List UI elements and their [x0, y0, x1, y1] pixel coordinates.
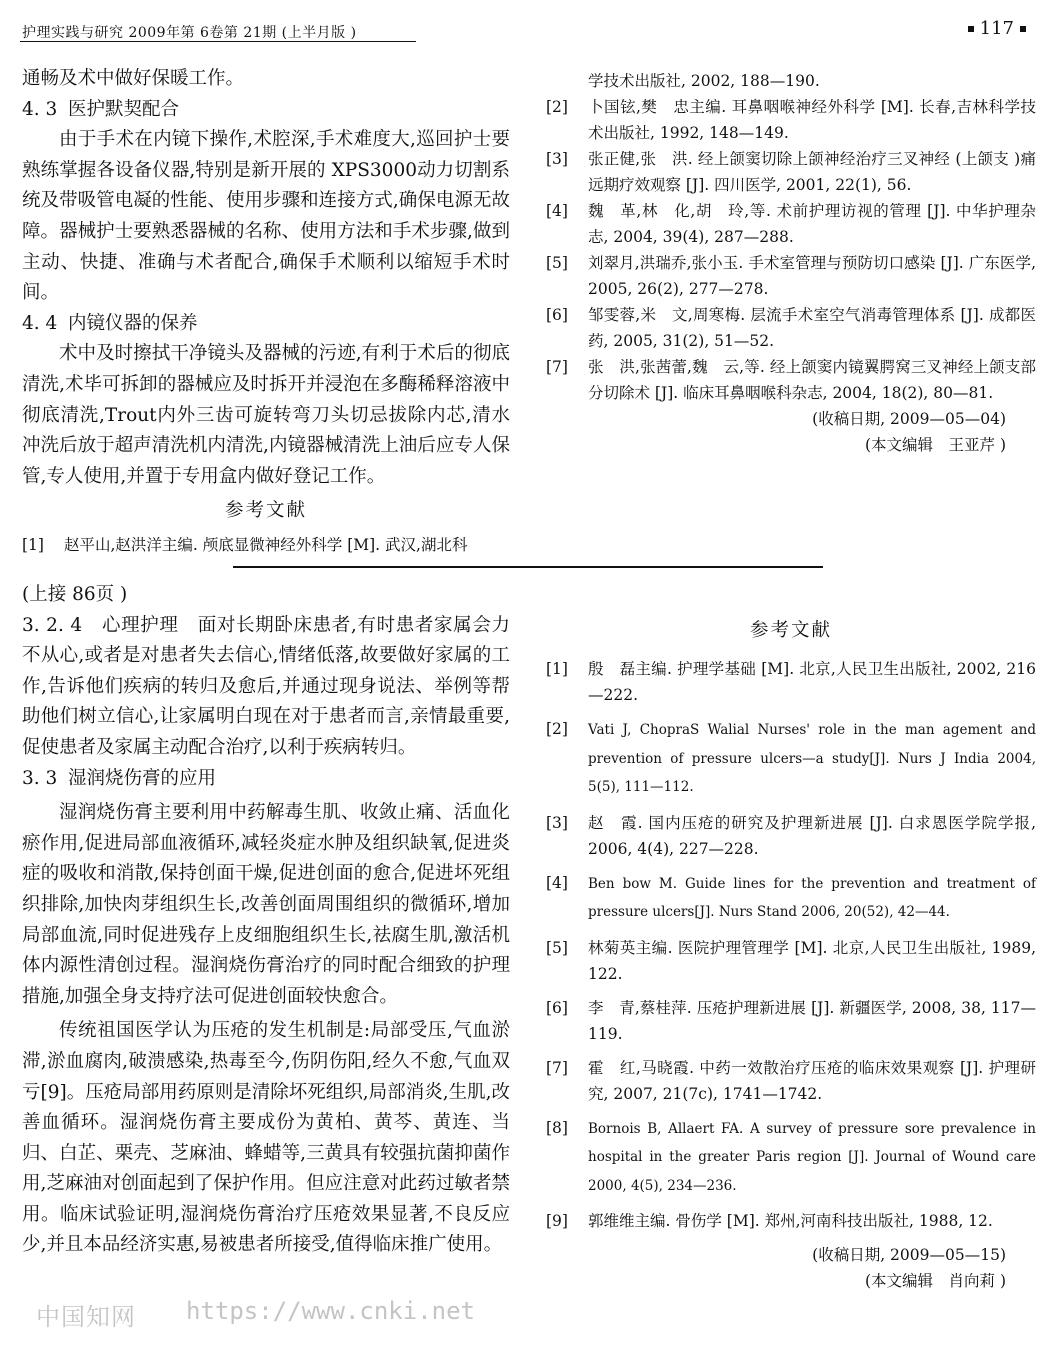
- references-heading: 参考文献: [224, 500, 307, 522]
- editor-note: (本文编辑 王亚芹 ): [864, 436, 1006, 454]
- reference-item: [546, 935, 1036, 987]
- received-date: (收稿日期, 2009—05—15): [812, 1246, 1006, 1264]
- reference-number: [2]: [546, 720, 568, 738]
- continuation-text: 通畅及术中做好保暖工作。: [22, 68, 245, 89]
- reference-item: [546, 870, 1036, 927]
- section-heading-4-4: 4. 4 内镜仪器的保养: [22, 312, 198, 334]
- received-date: (收稿日期, 2009—05—04): [812, 410, 1006, 428]
- reference-item: [546, 995, 1036, 1047]
- paragraph-4-4: 术中及时擦拭干净镜头及器械的污迹,有利于术后的彻底清洗,术毕可拆卸的器械应及时拆开并浸泡在多酶稀释溶液中彻底清洗,Trout内外三齿可旋转弯刀头切忌拔除内芯,清水冲洗后放于超声清洗机内清洗,内镜器械清洗上油后应专人保管,专人使用,并置于专用盒内做好登记工作。: [22, 343, 510, 487]
- reference-text: 殷 磊主编. 护理学基础 [M]. 北京,人民卫生出版社, 2002, 216—222.: [588, 660, 1036, 704]
- reference-item: [546, 1055, 1036, 1107]
- watermark-url: https://www.cnki.net: [186, 1297, 475, 1325]
- bottom-left-column: [22, 580, 510, 1261]
- reference-text: 魏 革,林 化,胡 玲,等. 术前护理访视的管理 [J]. 中华护理杂志, 2004, 39(4), 287—288.: [588, 202, 1036, 246]
- section-heading-4-3: 4. 3 医护默契配合: [22, 98, 180, 120]
- reference-text: 赵 霞. 国内压疮的研究及护理新进展 [J]. 白求恩医学院学报, 2006, 4(4), 227—228.: [588, 813, 1036, 858]
- journal-header: 护理实践与研究 2009年第 6卷第 21期 (上半月版 ): [22, 25, 357, 41]
- bullet-icon: [1020, 26, 1026, 32]
- references-heading: 参考文献: [749, 620, 832, 641]
- reference-item: [546, 302, 1036, 354]
- reference-text: 邹雯蓉,米 文,周寒梅. 层流手术室空气消毒管理体系 [J]. 成都医药, 2005, 31(2), 51—52.: [588, 306, 1036, 350]
- reference-number: [5]: [546, 254, 568, 272]
- reference-item: [546, 716, 1036, 802]
- reference-number: [4]: [546, 873, 568, 892]
- top-references-list: [546, 94, 1036, 406]
- reference-number: [3]: [546, 150, 568, 168]
- editor-note: (本文编辑 肖向莉 ): [864, 1272, 1006, 1290]
- continued-from-note: (上接 86页 ): [22, 584, 128, 605]
- reference-item: [546, 250, 1036, 302]
- bottom-right-column: [546, 616, 1036, 1294]
- reference-number: [4]: [546, 202, 568, 220]
- paragraph-3-3-a: 湿润烧伤膏主要利用中药解毒生肌、收敛止痛、活血化瘀作用,促进局部血液循环,减轻炎症水肿及组织缺氧,促进炎症的吸收和消散,保持创面干燥,促进创面的愈合,促进坏死组织排除,加快肉芽组织生长,改善创面周围组织的微循环,增加局部血流,同时促进残存上皮细胞组织生长,祛腐生肌,激活机体内源性清创过程。湿润烧伤膏治疗的同时配合细致的护理措施,加强全身支持疗法可促进创面较快愈合。: [22, 802, 510, 1007]
- page-number-value: 117: [979, 18, 1014, 39]
- reference-text: 卜国铉,樊 忠主编. 耳鼻咽喉神经外科学 [M]. 长春,吉林科学技术出版社, 1992, 148—149.: [588, 98, 1036, 142]
- reference-text: 刘翠月,洪瑞乔,张小玉. 手术室管理与预防切口感染 [J]. 广东医学, 2005, 26(2), 277—278.: [588, 254, 1036, 298]
- reference-number: [2]: [546, 98, 568, 116]
- reference-item: [546, 1115, 1036, 1201]
- reference-item: [546, 354, 1036, 406]
- reference-number: [6]: [546, 306, 568, 324]
- paragraph-3-3-b: 传统祖国医学认为压疮的发生机制是:局部受压,气血淤滞,淤血腐肉,破溃感染,热毒至今,伤阴伤阳,经久不愈,气血双亏[9]。压疮局部用药原则是清除坏死组织,局部消炎,生肌,改善血循环。湿润烧伤膏主要成份为黄柏、黄芩、黄连、当归、白芷、栗壳、芝麻油、蜂蜡等,三黄具有较强抗菌抑菌作用,芝麻油对创面起到了保护作用。但应注意对此药过敏者禁用。临床试验证明,湿润烧伤膏治疗压疮效果显著,不良反应少,并且本品经济实惠,易被患者所接受,值得临床推广使用。: [22, 1020, 510, 1256]
- section-3-2-4: 3. 2. 4 心理护理 面对长期卧床患者,有时患者家属会力不从心,或者是对患者失去信心,情绪低落,故要做好家属的工作,告诉他们疾病的转归及愈后,并通过现身说法、举例等帮助他们树立信心,让家属明白现在对于患者而言,亲情最重要,促使患者及家属主动配合治疗,以利于疾病转归。: [22, 614, 510, 758]
- reference-continuation: 学技术出版社, 2002, 188—190.: [588, 72, 820, 90]
- top-left-column: [22, 64, 510, 558]
- reference-number: [6]: [546, 998, 568, 1017]
- section-separator: [233, 566, 823, 568]
- top-right-column: [546, 68, 1036, 458]
- reference-text: Vati J, ChopraS Walial Nurses' role in the man agement and prevention of pressure ulcers—a study[J]. Nurs J India 2004, 5(5), 111—112.: [588, 722, 1036, 795]
- reference-item: [546, 810, 1036, 862]
- reference-text: 张正健,张 洪. 经上颌窦切除上颌神经治疗三叉神经 (上颌支 )痛远期疗效观察 [J]. 四川医学, 2001, 22(1), 56.: [588, 150, 1036, 194]
- page-number: [962, 18, 1032, 39]
- reference-number: [7]: [546, 1058, 568, 1077]
- reference-item: [546, 94, 1036, 146]
- reference-item: [546, 198, 1036, 250]
- bottom-references-list: [546, 656, 1036, 1234]
- bullet-icon: [968, 26, 974, 32]
- watermark-site-name: 中国知网: [36, 1303, 136, 1331]
- reference-item: [1] 赵平山,赵洪洋主编. 颅底显微神经外科学 [M]. 武汉,湖北科: [22, 536, 468, 555]
- reference-text: 林菊英主编. 医院护理管理学 [M]. 北京,人民卫生出版社, 1989, 122.: [588, 938, 1036, 983]
- reference-text: 张 洪,张茜蕾,魏 云,等. 经上颌窦内镜翼腭窝三叉神经上颌支部分切除术 [J]. 临床耳鼻咽喉科杂志, 2004, 18(2), 80—81.: [588, 358, 1036, 402]
- reference-text: Bornois B, Allaert FA. A survey of pressure sore prevalence in hospital in the greater Paris region [J]. Journal of Wound care 2000, 4(5), 234—236.: [588, 1120, 1036, 1194]
- section-heading-3-3: 3. 3 湿润烧伤膏的应用: [22, 767, 217, 789]
- reference-text: 霍 红,马晓霞. 中药一效散治疗压疮的临床效果观察 [J]. 护理研究, 2007, 21(7c), 1741—1742.: [588, 1058, 1036, 1103]
- reference-text: 郭维维主编. 骨伤学 [M]. 郑州,河南科技出版社, 1988, 12.: [588, 1212, 993, 1230]
- header-rule: [20, 41, 416, 42]
- reference-number: [7]: [546, 358, 568, 376]
- paragraph-4-3: 由于手术在内镜下操作,术腔深,手术难度大,巡回护士要熟练掌握各设备仪器,特别是新开展的 XPS3000动力切割系统及带吸管电凝的性能、使用步骤和连接方式,确保电源无故障。器械护士要熟悉器械的名称、使用方法和手术步骤,做到主动、快捷、准确与术者配合,确保手术顺利以缩短手术时间。: [22, 129, 510, 304]
- reference-number: [9]: [546, 1212, 568, 1230]
- reference-item: [546, 656, 1036, 708]
- reference-number: [5]: [546, 938, 568, 957]
- reference-number: [3]: [546, 813, 568, 832]
- reference-number: [1]: [546, 660, 568, 678]
- reference-text: 李 青,蔡桂萍. 压疮护理新进展 [J]. 新疆医学, 2008, 38, 117—119.: [588, 998, 1036, 1043]
- reference-number: [8]: [546, 1118, 568, 1137]
- reference-item: [546, 146, 1036, 198]
- reference-item: [546, 1208, 1036, 1234]
- reference-text: Ben bow M. Guide lines for the prevention and treatment of pressure ulcers[J]. Nurs Stand 2006, 20(52), 42—44.: [588, 875, 1036, 920]
